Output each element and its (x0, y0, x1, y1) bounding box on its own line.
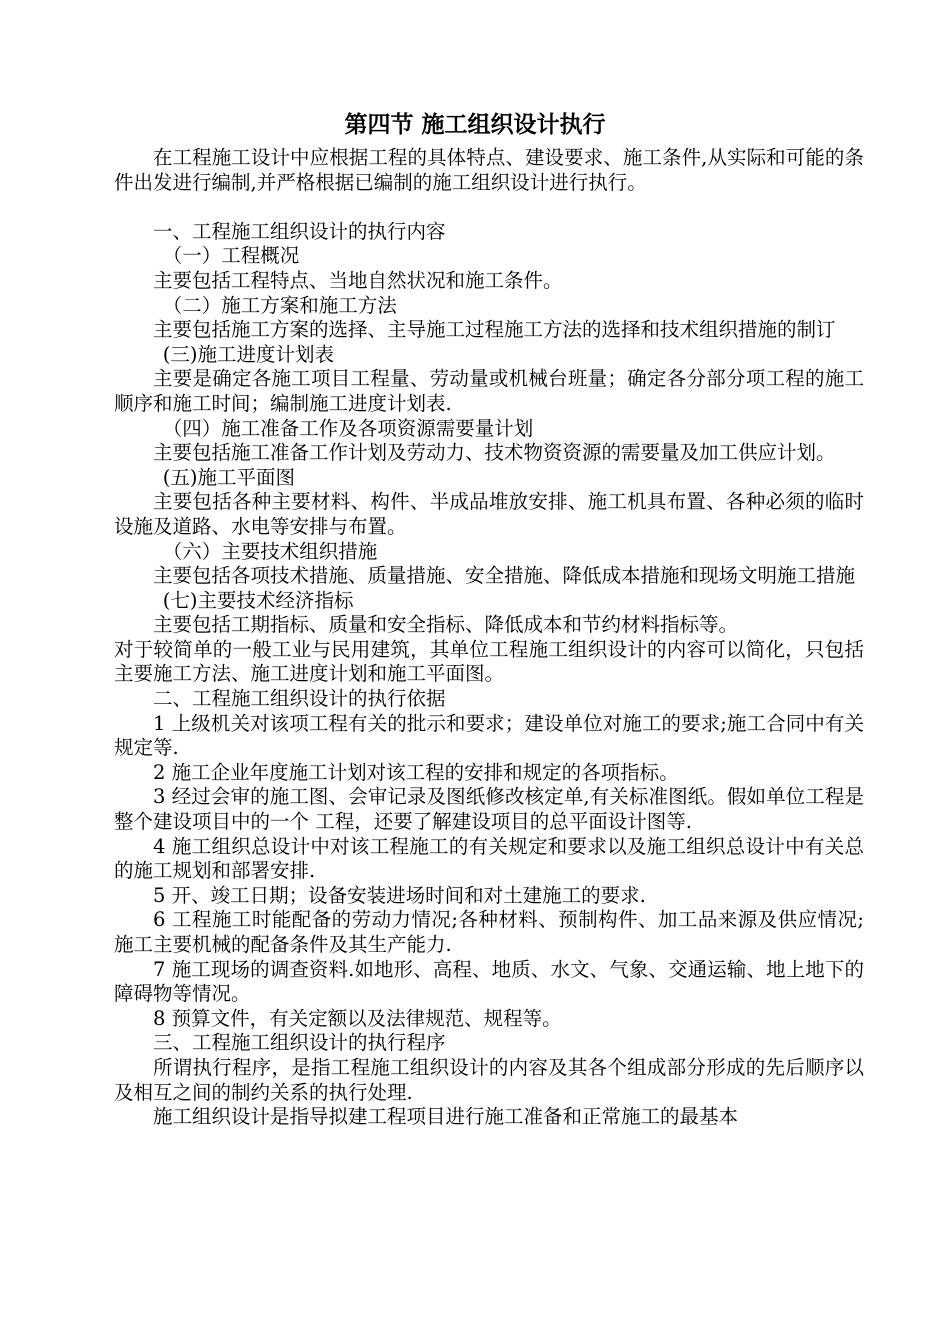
list-item: 7 施工现场的调查资料.如地形、高程、地质、水文、气象、交通运输、地上地下的障碍物等情况。 (114, 957, 864, 1006)
paragraph: 主要包括工程特点、当地自然状况和施工条件。 (153, 268, 563, 292)
section-heading: 三、工程施工组织设计的执行程序 (153, 1031, 446, 1055)
paragraph-spacer (114, 195, 864, 220)
subsection-heading: (三)施工进度计划表 (162, 342, 334, 366)
paragraph: 主要包括施工方案的选择、主导施工过程施工方法的选择和技术组织措施的制订 (153, 318, 836, 342)
paragraph: 所谓执行程序，是指工程施工组织设计的内容及其各个组成部分形成的先后顺序以及相互之间的制约关系的执行处理. (114, 1055, 864, 1104)
subsection-heading: （二）施工方案和施工方法 (162, 293, 397, 317)
paragraph: 主要包括各种主要材料、构件、半成品堆放安排、施工机具布置、各种必须的临时设施及道路、水电等安排与布置。 (114, 490, 864, 538)
subsection-heading: （一）工程概况 (162, 244, 300, 268)
subsection-heading: (五)施工平面图 (162, 465, 295, 489)
list-item: 6 工程施工时能配备的劳动力情况;各种材料、预制构件、加工品来源及供应情况;施工主要机械的配备条件及其生产能力. (114, 908, 864, 956)
list-item: 2 施工企业年度施工计划对该工程的安排和规定的各项指标。 (153, 760, 679, 784)
paragraph: 在工程施工设计中应根据工程的具体特点、建设要求、施工条件,从实际和可能的条件出发进行编制,并严格根据已编制的施工组织设计进行执行。 (114, 146, 864, 194)
paragraph: 施工组织设计是指导拟建工程项目进行施工准备和正常施工的最基本 (153, 1105, 739, 1129)
document-body (114, 146, 864, 1130)
list-item: 3 经过会审的施工图、会审记录及图纸修改核定单,有关标准图纸。假如单位工程是整个建设项目中的一个 工程，还要了解建设项目的总平面设计图等. (114, 785, 864, 834)
list-item: 4 施工组织总设计中对该工程施工的有关规定和要求以及施工组织总设计中有关总的施工规划和部署安排. (114, 834, 864, 883)
paragraph: 主要包括各项技术措施、质量措施、安全措施、降低成本措施和现场文明施工措施 (153, 564, 856, 588)
subsection-heading: （六）主要技术组织措施 (162, 539, 378, 563)
paragraph: 对于较简单的一般工业与民用建筑，其单位工程施工组织设计的内容可以简化，只包括主要施工方法、施工进度计划和施工平面图。 (114, 637, 864, 686)
list-item: 1 上级机关对该项工程有关的批示和要求；建设单位对施工的要求;施工合同中有关规定等. (114, 711, 864, 760)
paragraph: 主要是确定各施工项目工程量、劳动量或机械台班量；确定各分部分项工程的施工顺序和施工时间；编制施工进度计划表. (114, 367, 864, 415)
subsection-heading: (七)主要技术经济指标 (162, 588, 354, 612)
list-item: 8 预算文件，有关定额以及法律规范、规程等。 (153, 1006, 562, 1030)
paragraph: 主要包括施工准备工作计划及劳动力、技术物资资源的需要量及加工供应计划。 (153, 441, 836, 465)
subsection-heading: （四）施工准备工作及各项资源需要量计划 (162, 416, 534, 440)
page-title: 第四节 施工组织设计执行 (344, 112, 606, 138)
paragraph: 主要包括工期指标、质量和安全指标、降低成本和节约材料指标等。 (153, 613, 739, 637)
section-heading: 一、工程施工组织设计的执行内容 (153, 219, 446, 243)
section-heading: 二、工程施工组织设计的执行依据 (153, 687, 446, 711)
list-item: 5 开、竣工日期；设备安装进场时间和对土建施工的要求. (153, 883, 646, 907)
